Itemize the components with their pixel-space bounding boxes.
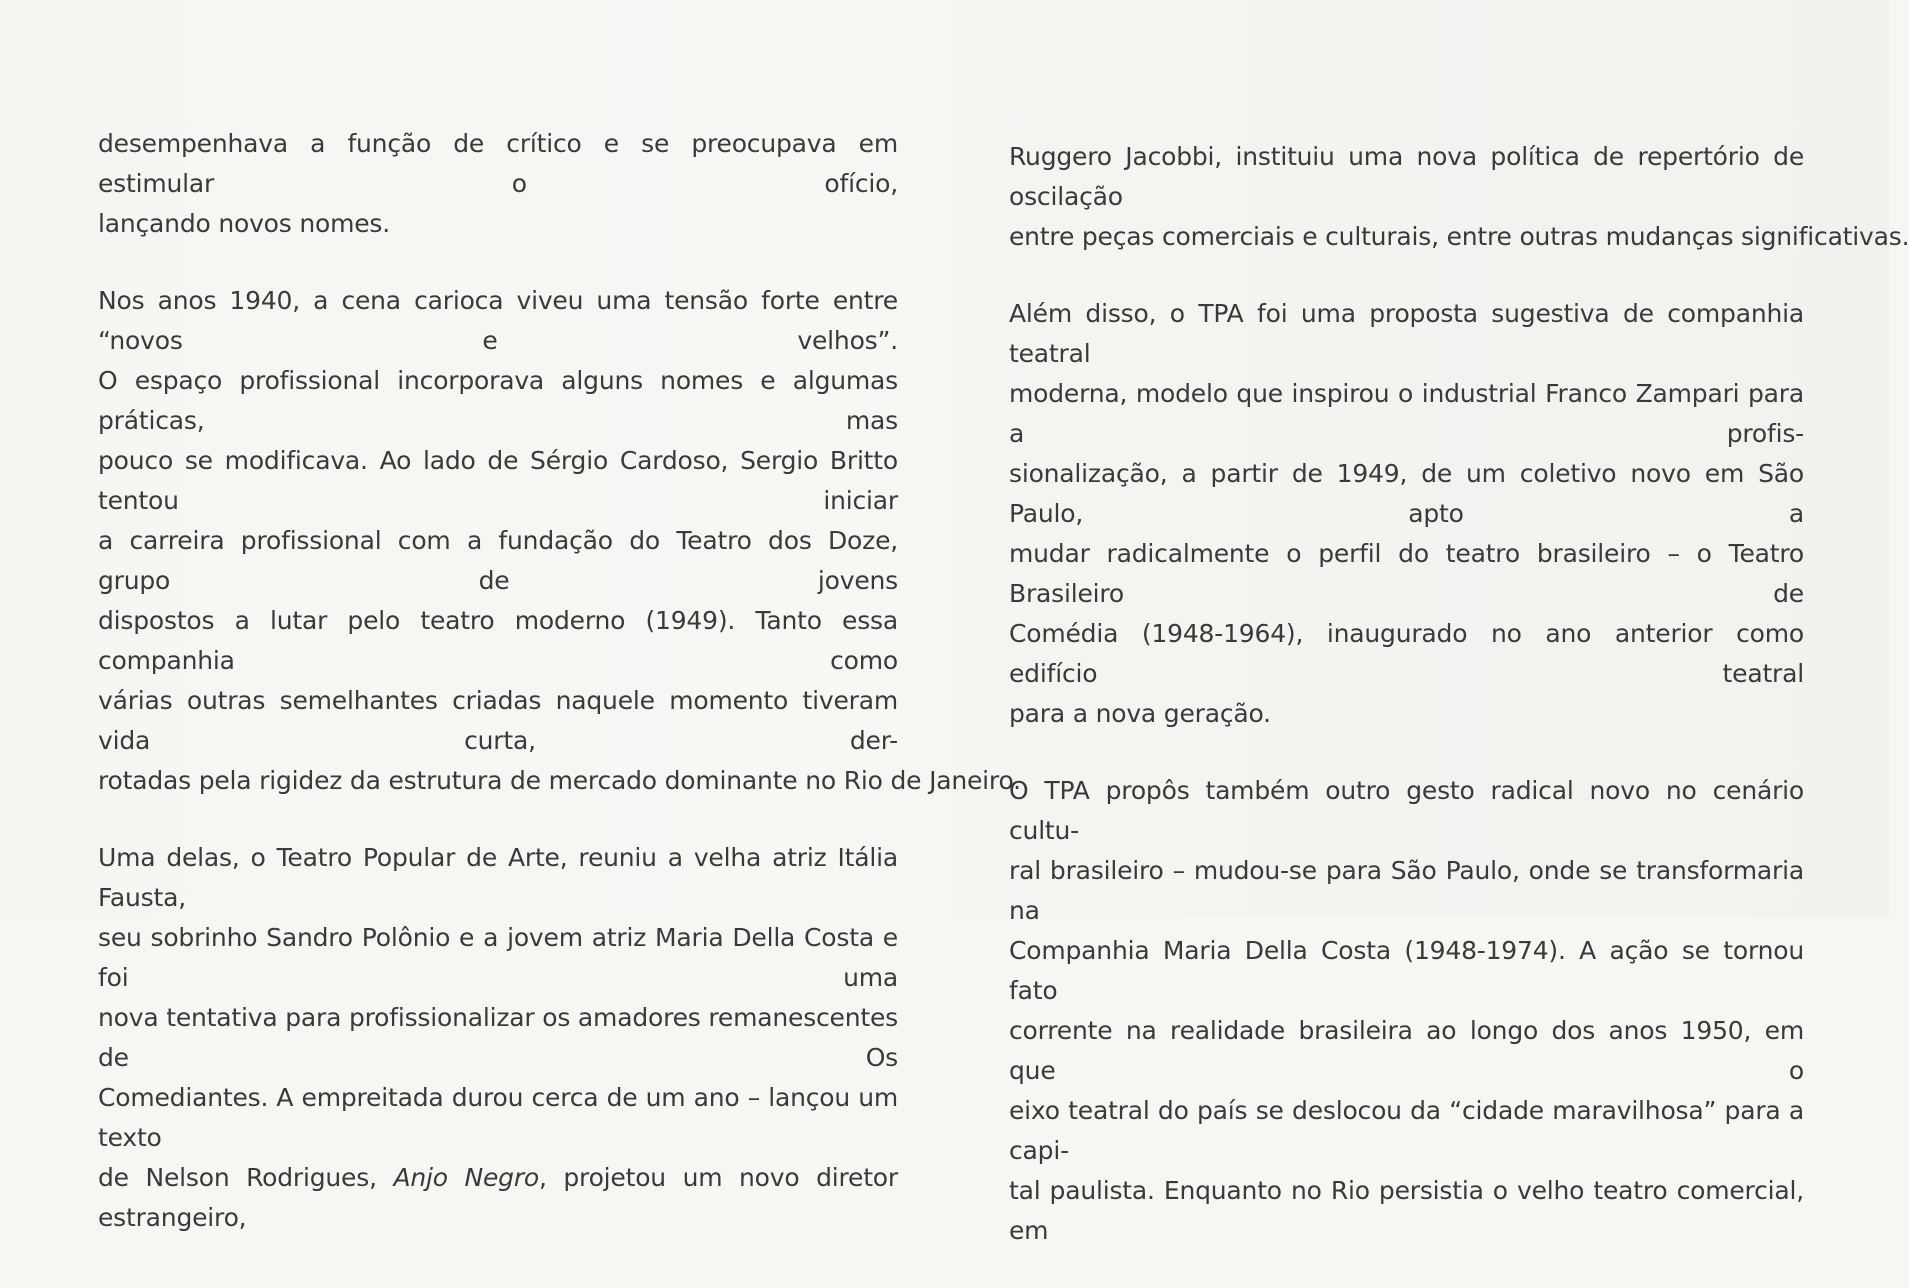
left-paragraph-2 (98, 281, 1021, 801)
text-line: Uma delas, o Teatro Popular de Arte, reuniu a velha atriz Itália Fausta, (98, 843, 898, 912)
text-line: pouco se modificava. Ao lado de Sérgio Cardoso, Sergio Britto tentou iniciar (98, 446, 898, 515)
play-title: Anjo Negro (393, 1163, 539, 1192)
text-line: sionalização, a partir de 1949, de um coletivo novo em São Paulo, apto a (1009, 459, 1804, 528)
text-line: nova tentativa para profissionalizar os amadores remanescentes de Os (98, 1003, 898, 1072)
right-paragraph-3 (1009, 771, 1804, 1251)
left-paragraph-1 (98, 124, 898, 244)
text-fragment: , projetou um novo diretor estrangeiro, (98, 1163, 898, 1232)
text-line: tal paulista. Enquanto no Rio persistia o velho teatro comercial, em (1009, 1176, 1804, 1245)
right-page-text-column (1009, 137, 1909, 1288)
text-line: Nos anos 1940, a cena carioca viveu uma tensão forte entre “novos e velhos”. (98, 286, 898, 355)
left-paragraph-3 (98, 838, 898, 1238)
text-line: O TPA propôs também outro gesto radical novo no cenário cultu- (1009, 776, 1804, 845)
text-line: dispostos a lutar pelo teatro moderno (1949). Tanto essa companhia como (98, 606, 898, 675)
text-line: lançando novos nomes. (98, 209, 390, 238)
text-line: Comediantes. A empreitada durou cerca de um ano – lançou um texto (98, 1083, 898, 1152)
text-line: ral brasileiro – mudou-se para São Paulo, onde se transformaria na (1009, 856, 1804, 925)
text-line: Comédia (1948-1964), inaugurado no ano anterior como edifício teatral (1009, 619, 1804, 688)
text-line: mudar radicalmente o perfil do teatro brasileiro – o Teatro Brasileiro de (1009, 539, 1804, 608)
text-line: desempenhava a função de crítico e se preocupava em estimular o ofício, (98, 129, 898, 198)
text-fragment: de Nelson Rodrigues, (98, 1163, 394, 1192)
text-line: rotadas pela rigidez da estrutura de mercado dominante no Rio de Janeiro. (98, 766, 1021, 795)
text-line: a carreira profissional com a fundação do Teatro dos Doze, grupo de jovens (98, 526, 898, 595)
text-line: corrente na realidade brasileira ao longo dos anos 1950, em que o (1009, 1016, 1804, 1085)
text-line-with-title (98, 1158, 898, 1238)
text-line: moderna, modelo que inspirou o industrial Franco Zampari para a profis- (1009, 379, 1804, 448)
text-line: Além disso, o TPA foi uma proposta sugestiva de companhia teatral (1009, 299, 1804, 368)
right-paragraph-2 (1009, 294, 1804, 734)
text-line: Companhia Maria Della Costa (1948-1974). A ação se tornou fato (1009, 936, 1804, 1005)
text-line: para a nova geração. (1009, 699, 1271, 728)
text-line: eixo teatral do país se deslocou da “cidade maravilhosa” para a capi- (1009, 1096, 1804, 1165)
text-line: entre peças comerciais e culturais, entre outras mudanças significativas. (1009, 222, 1909, 251)
right-paragraph-1 (1009, 137, 1909, 257)
text-line: O espaço profissional incorporava alguns nomes e algumas práticas, mas (98, 366, 898, 435)
text-line: várias outras semelhantes criadas naquele momento tiveram vida curta, der- (98, 686, 898, 755)
text-line: seu sobrinho Sandro Polônio e a jovem atriz Maria Della Costa e foi uma (98, 923, 898, 992)
text-line: Ruggero Jacobbi, instituiu uma nova política de repertório de oscilação (1009, 142, 1804, 211)
left-page-text-column (98, 124, 1021, 1275)
